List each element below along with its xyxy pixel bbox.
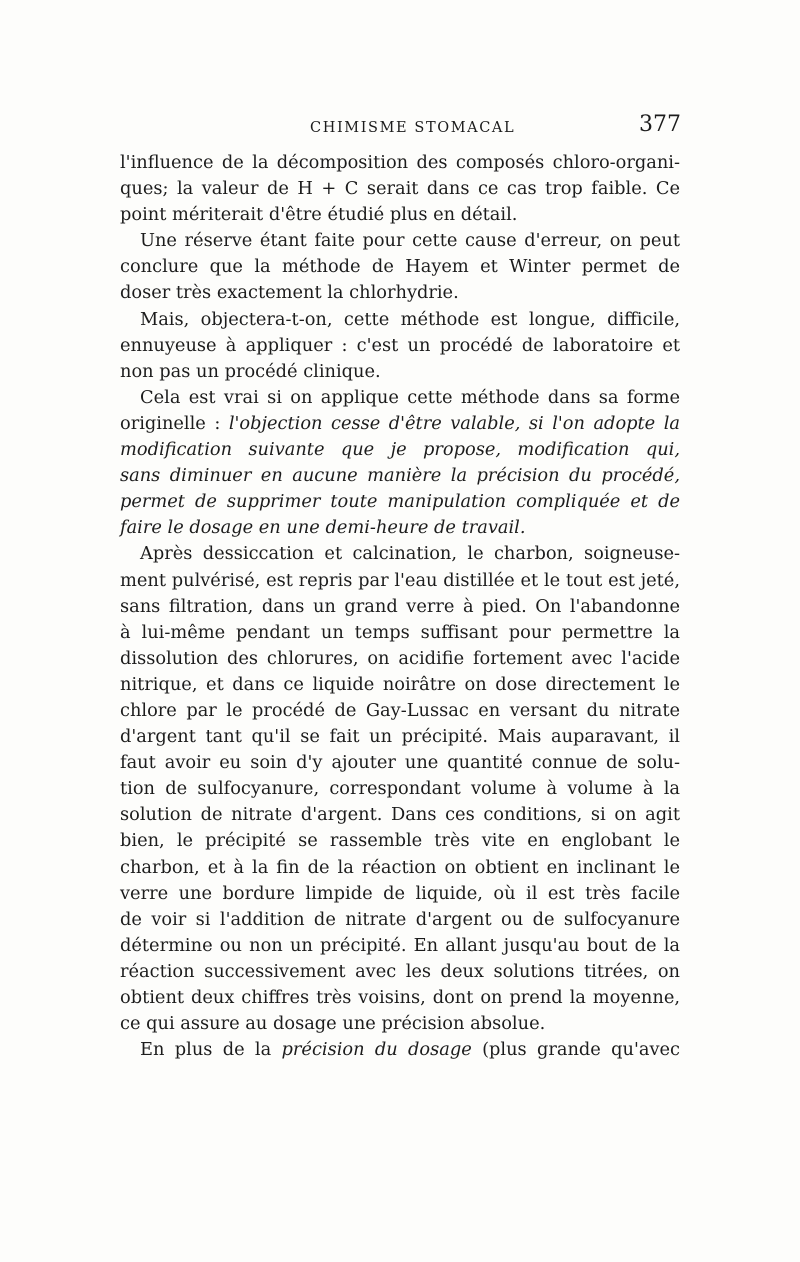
text-line: verre une bordure limpide de liquide, où il est très facile	[120, 882, 680, 904]
text-line: modification suivante que je propose, modification qui,	[120, 439, 680, 461]
text-line: réaction successivement avec les deux solutions titrées, on	[120, 960, 680, 982]
text-line: solution de nitrate d'argent. Dans ces conditions, si on agit	[120, 804, 680, 826]
page-header	[120, 112, 685, 142]
text-line: faut avoir eu soin d'y ajouter une quantité connue de solu-	[120, 752, 680, 774]
text-line: ment pulvérisé, est repris par l'eau distillée et le tout est jeté,	[120, 569, 680, 591]
text-run: En plus de la	[140, 1039, 282, 1061]
text-line: nitrique, et dans ce liquide noirâtre on dose directement le	[120, 673, 680, 695]
text-line: charbon, et à la fin de la réaction on obtient en inclinant le	[120, 856, 680, 878]
text-line: Une réserve étant faite pour cette cause d'erreur, on peut	[140, 230, 680, 252]
text-line: l'influence de la décomposition des composés chloro-organi-	[120, 152, 680, 173]
text-line: faire le dosage en une demi-heure de travail.	[120, 517, 526, 539]
text-line: Mais, objectera-t-on, cette méthode est longue, difficile,	[140, 308, 680, 330]
page-body	[120, 150, 680, 1063]
page-number: 377	[639, 112, 681, 137]
text-line: point mériterait d'être étudié plus en détail.	[120, 204, 518, 226]
text-line: ce qui assure au dosage une précision absolue.	[120, 1013, 546, 1035]
text-line: conclure que la méthode de Hayem et Winter permet de	[120, 256, 680, 278]
text-line: chlore par le procédé de Gay-Lussac en versant du nitrate	[120, 699, 680, 721]
text-run: (plus grande qu'avec	[471, 1039, 680, 1061]
text-line: tion de sulfocyanure, correspondant volume à volume à la	[120, 778, 680, 800]
italic-text-run: précision du dosage	[281, 1039, 472, 1061]
text-line: Cela est vrai si on applique cette méthode dans sa forme	[140, 386, 680, 408]
text-line: à lui-même pendant un temps suffisant pour permettre la	[120, 621, 680, 643]
text-line: ques; la valeur de H + C serait dans ce cas trop faible. Ce	[120, 178, 680, 200]
text-line: permet de supprimer toute manipulation compliquée et de	[120, 491, 680, 513]
text-line: Après dessiccation et calcination, le charbon, soigneuse-	[140, 543, 680, 565]
text-line: bien, le précipité se rassemble très vite en englobant le	[120, 830, 680, 852]
text-line: détermine ou non un précipité. En allant jusqu'au bout de la	[120, 934, 680, 956]
text-line: ennuyeuse à appliquer : c'est un procédé de laboratoire et	[120, 334, 680, 356]
text-line	[120, 1037, 680, 1063]
text-line: sans filtration, dans un grand verre à pied. On l'abandonne	[120, 595, 680, 617]
text-line: obtient deux chiffres très voisins, dont on prend la moyenne,	[120, 987, 680, 1008]
text-line: de voir si l'addition de nitrate d'argent ou de sulfocyanure	[120, 908, 680, 930]
text-line: d'argent tant qu'il se fait un précipité. Mais auparavant, il	[120, 726, 680, 748]
text-line: non pas un procédé clinique.	[120, 360, 381, 382]
running-head: CHIMISME STOMACAL	[310, 120, 516, 136]
text-line: sans diminuer en aucune manière la précision du procédé,	[120, 465, 680, 487]
italic-text-run: l'objection cesse d'être valable, si l'on adopte la	[228, 412, 680, 434]
text-line: dissolution des chlorures, on acidifie fortement avec l'acide	[120, 647, 680, 669]
text-run: originelle :	[120, 412, 229, 434]
text-line	[120, 411, 680, 437]
text-line: doser très exactement la chlorhydrie.	[120, 282, 459, 304]
